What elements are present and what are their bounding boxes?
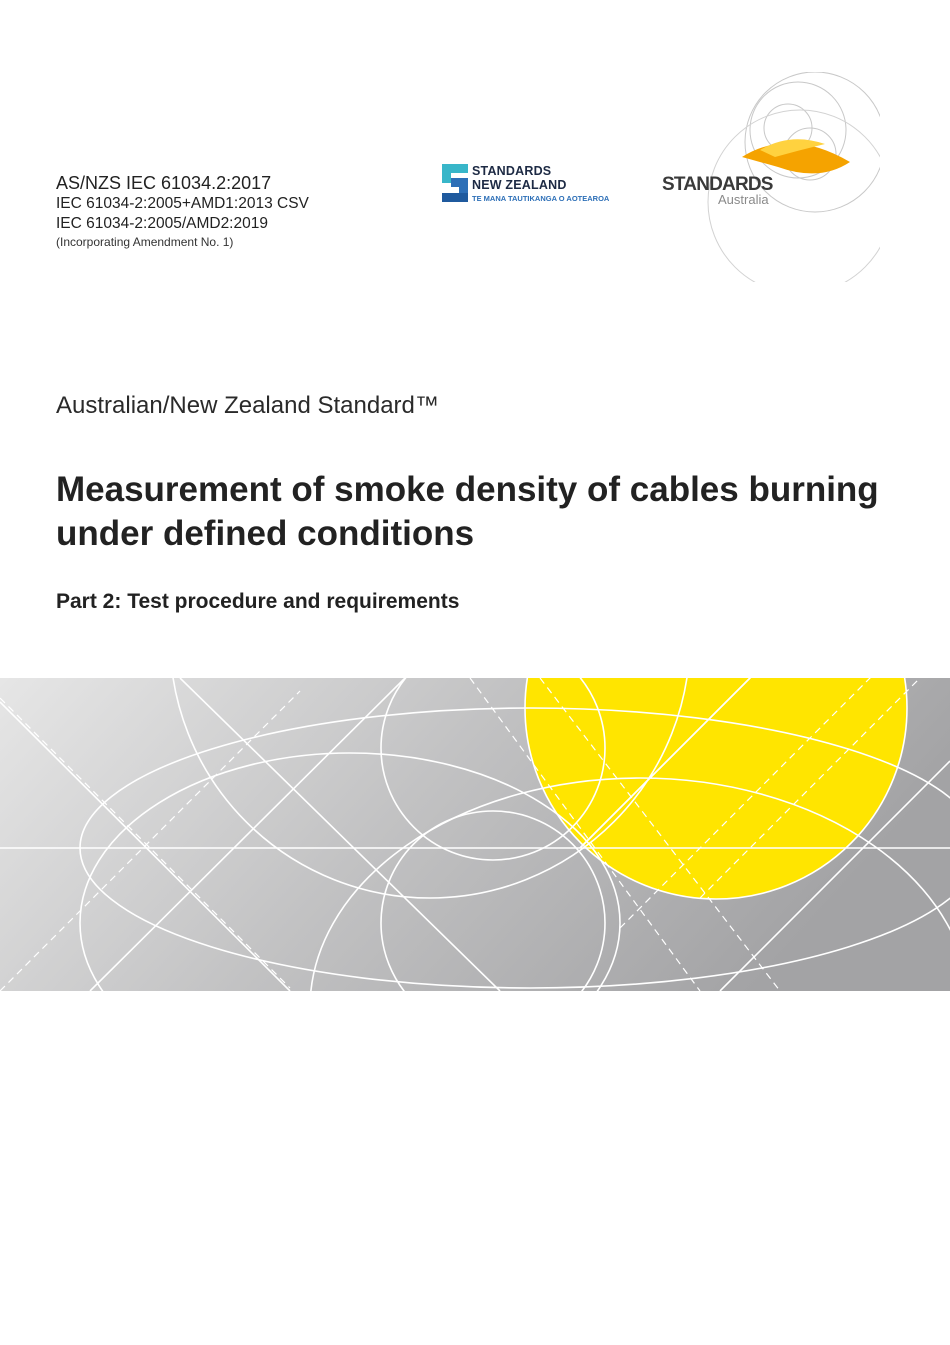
amendment-note: (Incorporating Amendment No. 1) [56,235,234,249]
decorative-geometric-banner [0,678,950,991]
standards-australia-logo [650,72,880,282]
document-part: Part 2: Test procedure and requirements [56,590,460,613]
iec-reference-1: IEC 61034-2:2005+AMD1:2013 CSV [56,195,309,212]
standard-number: AS/NZS IEC 61034.2:2017 [56,173,272,193]
iec-reference-2: IEC 61034-2:2005/AMD2:2019 [56,215,268,232]
standards-nz-mark-icon [442,164,468,202]
sa-logo-line1: STANDARDS [662,174,773,195]
document-title: Measurement of smoke density of cables burning under defined conditions [56,470,879,553]
snz-logo-line2: NEW ZEALAND [472,178,567,192]
snz-logo-tagline: TE MANA TAUTIKANGA O AOTEAROA [472,194,610,203]
standards-nz-logo [442,164,622,208]
standard-codes [56,172,309,250]
snz-logo-line1: STANDARDS [472,164,552,178]
sa-logo-line2: Australia [718,192,769,207]
document-type: Australian/New Zealand Standard™ [56,392,439,419]
